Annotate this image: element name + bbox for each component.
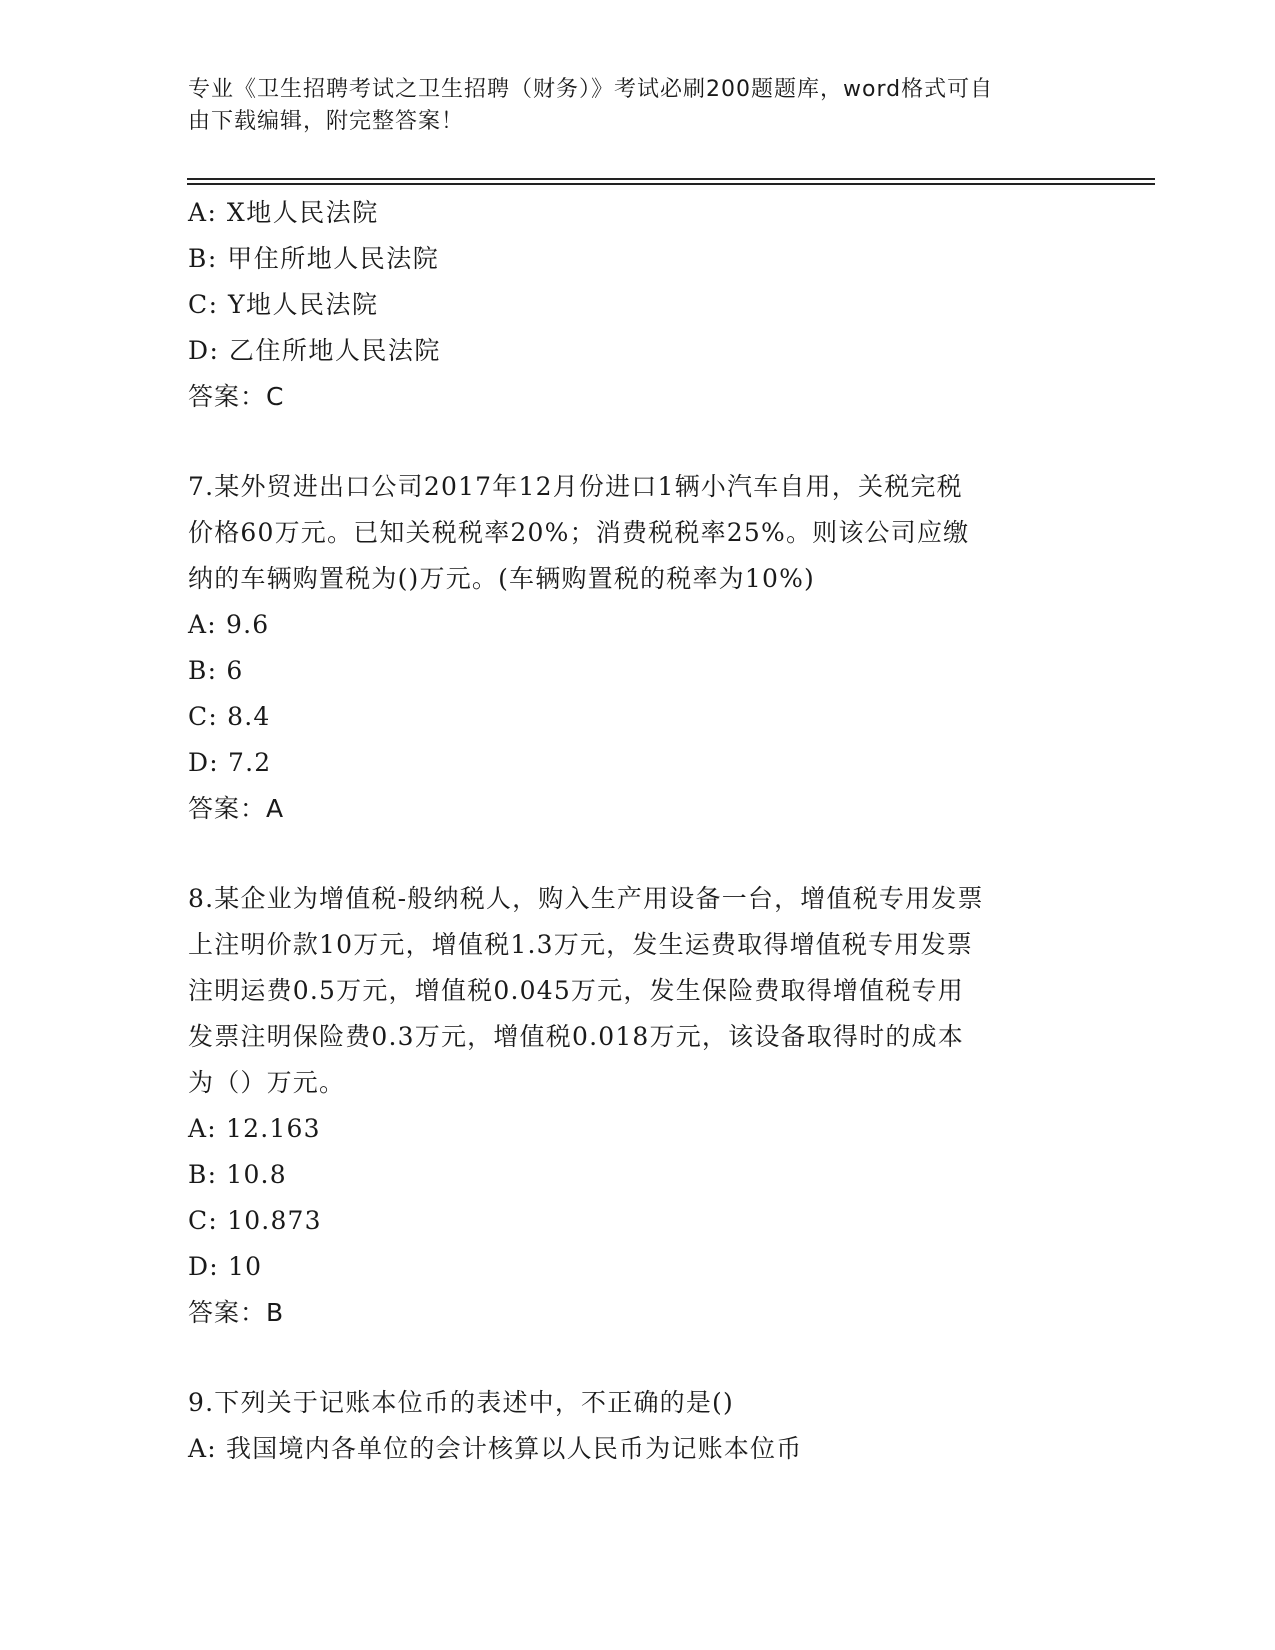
- document-body: [188, 190, 1088, 1472]
- question-6-option-a: A: X地人民法院: [188, 198, 379, 227]
- question-8-option-c: C: 10.873: [188, 1206, 322, 1235]
- question-8-text-line-2: 上注明价款10万元，增值税1.3万元，发生运费取得增值税专用发票: [188, 930, 973, 959]
- header-divider-bottom: [187, 183, 1155, 185]
- question-7-text-line-1: 7.某外贸进出口公司2017年12月份进口1辆小汽车自用，关税完税: [188, 472, 963, 501]
- question-6-block: [188, 190, 1088, 420]
- question-8-block: [188, 876, 1088, 1336]
- question-8-option-a: A: 12.163: [188, 1114, 321, 1143]
- question-9-option-a: A: 我国境内各单位的会计核算以人民币为记账本位币: [188, 1434, 803, 1463]
- question-7-option-a: A: 9.6: [188, 610, 270, 639]
- question-8-option-b: B: 10.8: [188, 1160, 287, 1189]
- question-6-answer: 答案：C: [188, 382, 285, 411]
- question-6-option-c: C: Y地人民法院: [188, 290, 379, 319]
- question-9-block: [188, 1380, 1088, 1472]
- question-7-text-line-3: 纳的车辆购置税为()万元。(车辆购置税的税率为10%): [188, 564, 815, 593]
- question-6-option-d: D: 乙住所地人民法院: [188, 336, 441, 365]
- question-9-text-line-1: 9.下列关于记账本位币的表述中，不正确的是(): [188, 1388, 734, 1417]
- question-7-option-b: B: 6: [188, 656, 244, 685]
- question-6-option-b: B: 甲住所地人民法院: [188, 244, 440, 273]
- question-7-block: [188, 464, 1088, 832]
- document-header: [188, 74, 1068, 138]
- question-7-answer: 答案：A: [188, 794, 285, 823]
- question-7-option-c: C: 8.4: [188, 702, 271, 731]
- question-8-text-line-1: 8.某企业为增值税-般纳税人，购入生产用设备一台，增值税专用发票: [188, 884, 984, 913]
- question-8-text-line-3: 注明运费0.5万元，增值税0.045万元，发生保险费取得增值税专用: [188, 976, 964, 1005]
- question-8-text-line-4: 发票注明保险费0.3万元，增值税0.018万元，该设备取得时的成本: [188, 1022, 964, 1051]
- question-8-answer: 答案：B: [188, 1298, 285, 1327]
- header-line-1: 专业《卫生招聘考试之卫生招聘（财务）》考试必刷200题题库，word格式可自: [188, 77, 994, 102]
- question-7-option-d: D: 7.2: [188, 748, 272, 777]
- question-8-text-line-5: 为（）万元。: [188, 1068, 346, 1097]
- question-8-option-d: D: 10: [188, 1252, 263, 1281]
- header-line-2: 由下载编辑，附完整答案！: [188, 109, 465, 134]
- question-7-text-line-2: 价格60万元。已知关税税率20%；消费税税率25%。则该公司应缴: [188, 518, 970, 547]
- header-divider-top: [187, 178, 1155, 180]
